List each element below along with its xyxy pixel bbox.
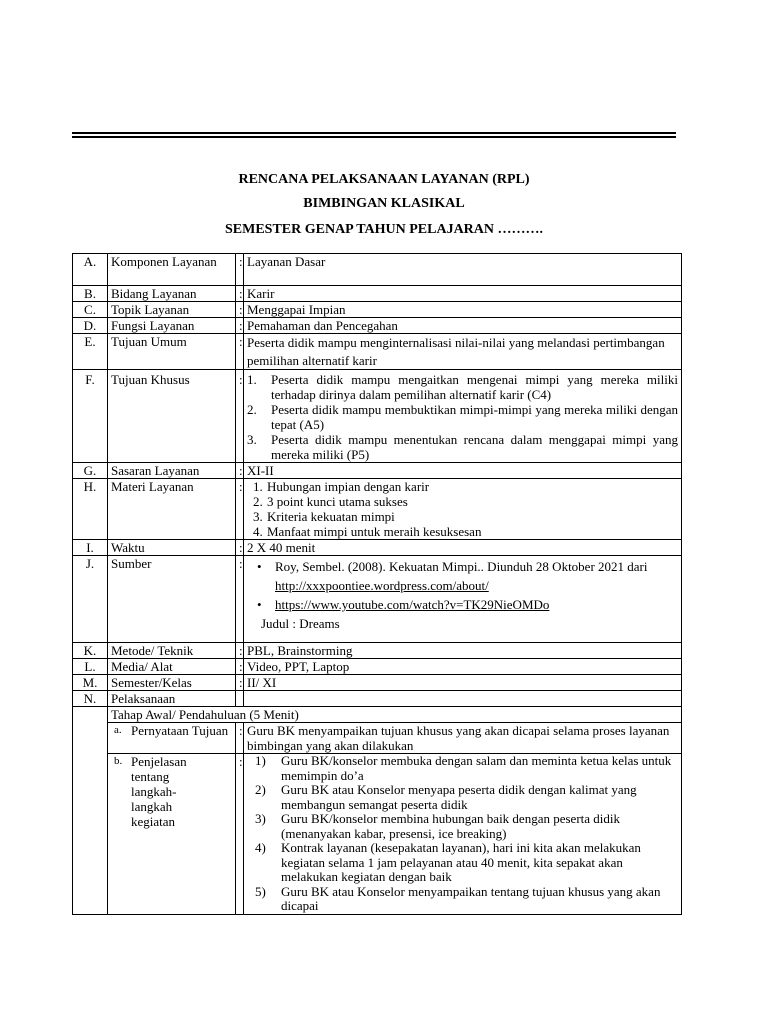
list-number: 2. (253, 494, 263, 509)
row-waktu (73, 540, 682, 556)
row-value (244, 479, 682, 540)
row-label: Fungsi Layanan (108, 318, 236, 334)
row-label: Tujuan Umum (108, 334, 236, 370)
row-tujuan-khusus (73, 370, 682, 463)
document-subtitle: BIMBINGAN KLASIKAL (303, 196, 465, 211)
row-label: Bidang Layanan (108, 286, 236, 302)
sub-label: Penjelasan tentang langkah-langkah kegiatan (131, 754, 187, 829)
row-colon: : (236, 463, 244, 479)
row-value: Peserta didik mampu menginternalisasi nilai-nilai yang melandasi pertimbangan pemilihan alternatif karir (244, 334, 682, 370)
row-komponen-layanan (73, 254, 682, 286)
row-code: L. (73, 659, 108, 675)
header-rule-bottom (72, 136, 676, 138)
row-value: Video, PPT, Laptop (244, 659, 682, 675)
alpha-mark: a. (114, 724, 122, 736)
row-code: E. (73, 334, 108, 370)
list-item (247, 595, 678, 614)
list-number: 1. (253, 479, 263, 494)
row-colon: : (236, 675, 244, 691)
row-colon: : (236, 723, 244, 754)
row-topik-layanan (73, 302, 682, 318)
row-label: Komponen Layanan (108, 254, 236, 286)
row-tujuan-umum (73, 334, 682, 370)
list-number: 3. (247, 432, 257, 447)
list-item (247, 841, 678, 885)
row-value: Layanan Dasar (244, 254, 682, 286)
row-label: Metode/ Teknik (108, 643, 236, 659)
list-item (247, 509, 678, 524)
row-bidang-layanan (73, 286, 682, 302)
document-title: RENCANA PELAKSANAAN LAYANAN (RPL) (238, 172, 530, 187)
list-text: Guru BK/konselor membina hubungan baik dengan peserta didik (menanyakan kabar, presensi, ice breaking) (281, 811, 621, 841)
row-media-alat (73, 659, 682, 675)
row-code: F. (73, 370, 108, 463)
list-text: Peserta didik mampu membuktikan mimpi-mimpi yang mereka miliki dengan tepat (A5) (271, 402, 678, 432)
list-number: 4. (253, 524, 263, 539)
row-value: Pemahaman dan Pencegahan (244, 318, 682, 334)
list-number: 1. (247, 372, 257, 387)
row-code: J. (73, 556, 108, 643)
document-semester-line: SEMESTER GENAP TAHUN PELAJARAN ………. (224, 222, 544, 237)
langkah-list (247, 754, 678, 914)
row-value (244, 370, 682, 463)
row-label: Tujuan Khusus (108, 370, 236, 463)
list-text: Guru BK/konselor membuka dengan salam dan meminta ketua kelas untuk memimpin do’a (281, 753, 672, 783)
list-item (247, 494, 678, 509)
row-value: 2 X 40 menit (244, 540, 682, 556)
row-label: Sumber (108, 556, 236, 643)
row-label (108, 754, 236, 915)
source-link-youtube[interactable]: https://www.youtube.com/watch?v=TK29NieOMDo (275, 597, 550, 612)
list-item (247, 524, 678, 539)
row-sumber (73, 556, 682, 643)
row-colon: : (236, 643, 244, 659)
list-item (247, 812, 678, 841)
list-text: Kriteria kekuatan mimpi (267, 509, 395, 524)
list-text: Kontrak layanan (kesepakatan layanan), hari ini kita akan melakukan kegiatan selama 1 jam pelayanan atau 40 menit, kita sepakat akan melakukan kegiatan dengan baik (281, 840, 641, 884)
alpha-mark: b. (114, 755, 123, 767)
row-colon: : (236, 659, 244, 675)
source-link-wordpress[interactable]: http://xxxpoontiee.wordpress.com/about/ (275, 578, 489, 593)
row-code: D. (73, 318, 108, 334)
row-colon: : (236, 254, 244, 286)
list-item (247, 479, 678, 494)
list-text: Peserta didik mampu mengaitkan mengenai mimpi yang mereka miliki terhadap dirinya dalam pemilihan alternatif karir (C4) (271, 372, 678, 402)
row-code: A. (73, 254, 108, 286)
row-label: Media/ Alat (108, 659, 236, 675)
row-value (244, 754, 682, 915)
row-code: H. (73, 479, 108, 540)
row-code: I. (73, 540, 108, 556)
rpl-table (72, 253, 682, 915)
sumber-list (247, 557, 678, 614)
row-label: Pelaksanaan (108, 691, 236, 707)
list-number: 3) (255, 811, 266, 826)
row-materi-layanan (73, 479, 682, 540)
list-number: 4) (255, 840, 266, 855)
source-citation: Roy, Sembel. (2008). Kekuatan Mimpi.. Diunduh 28 Oktober 2021 dari (275, 559, 648, 574)
row-metode-teknik (73, 643, 682, 659)
row-colon: : (236, 370, 244, 463)
list-text: Hubungan impian dengan karir (267, 479, 430, 494)
list-item (247, 783, 678, 812)
tahap-awal-heading: Tahap Awal/ Pendahuluan (5 Menit) (108, 707, 682, 723)
header-rule-top (72, 132, 676, 134)
list-item (247, 557, 678, 595)
row-colon: : (236, 286, 244, 302)
list-item (247, 372, 678, 402)
row-colon: : (236, 302, 244, 318)
row-colon: : (236, 479, 244, 540)
list-text: Peserta didik mampu menentukan rencana dalam menggapai mimpi yang mereka miliki (P5) (271, 432, 678, 462)
row-label: Materi Layanan (108, 479, 236, 540)
row-code: M. (73, 675, 108, 691)
row-pernyataan-tujuan (73, 723, 682, 754)
row-tahap-awal (73, 707, 682, 723)
bullet-icon: • (257, 597, 262, 612)
row-colon: : (236, 334, 244, 370)
sub-label: Pernyataan Tujuan (131, 723, 229, 738)
source-judul: Judul : Dreams (261, 616, 340, 631)
row-label: Topik Layanan (108, 302, 236, 318)
list-number: 2) (255, 782, 266, 797)
list-item (247, 402, 678, 432)
row-penjelasan-langkah (73, 754, 682, 915)
tujuan-khusus-list (247, 372, 678, 462)
list-text: Guru BK atau Konselor menyampaikan tentang tujuan khusus yang akan dicapai (281, 883, 661, 913)
row-value: Menggapai Impian (244, 302, 682, 318)
row-value: Karir (244, 286, 682, 302)
row-pelaksanaan (73, 691, 682, 707)
row-value: II/ XI (244, 675, 682, 691)
list-number: 3. (253, 509, 263, 524)
row-code: C. (73, 302, 108, 318)
row-label (108, 723, 236, 754)
row-value (244, 556, 682, 643)
list-item (247, 885, 678, 914)
list-text: Guru BK atau Konselor menyapa peserta didik dengan kalimat yang membangun semangat peserta didik (281, 782, 637, 812)
list-text: 3 point kunci utama sukses (267, 494, 408, 509)
row-colon: : (236, 318, 244, 334)
row-colon: : (236, 540, 244, 556)
row-colon: : (236, 754, 244, 915)
row-fungsi-layanan (73, 318, 682, 334)
row-value: XI-II (244, 463, 682, 479)
row-code: K. (73, 643, 108, 659)
list-number: 2. (247, 402, 257, 417)
row-semester-kelas (73, 675, 682, 691)
row-value: PBL, Brainstorming (244, 643, 682, 659)
row-colon: : (236, 556, 244, 643)
row-label: Waktu (108, 540, 236, 556)
list-item (247, 432, 678, 462)
row-code: G. (73, 463, 108, 479)
row-sasaran-layanan (73, 463, 682, 479)
list-item (247, 754, 678, 783)
list-number: 1) (255, 753, 266, 768)
row-code: N. (73, 691, 108, 707)
row-label: Semester/Kelas (108, 675, 236, 691)
list-text: Manfaat mimpi untuk meraih kesuksesan (267, 524, 482, 539)
materi-list (247, 479, 678, 539)
row-value: Guru BK menyampaikan tujuan khusus yang akan dicapai selama proses layanan bimbingan yang akan dilakukan (244, 723, 682, 754)
row-code: B. (73, 286, 108, 302)
row-label: Sasaran Layanan (108, 463, 236, 479)
list-number: 5) (255, 883, 266, 899)
bullet-icon: • (257, 559, 262, 574)
